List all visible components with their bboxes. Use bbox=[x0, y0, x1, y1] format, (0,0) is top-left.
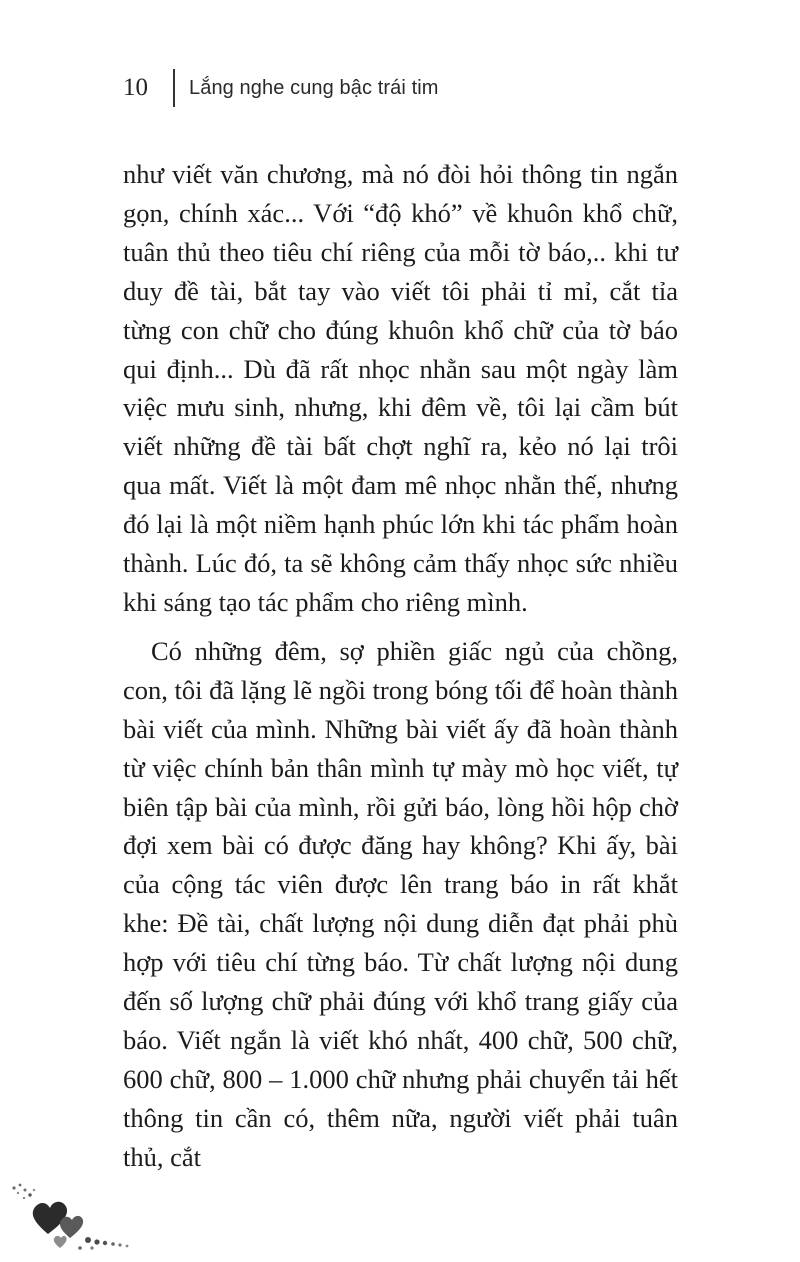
book-title: Lắng nghe cung bậc trái tim bbox=[189, 76, 439, 99]
paragraph-continued: như viết văn chương, mà nó đòi hỏi thông tin ngắn gọn, chính xác... Với “độ khó” về khuôn khổ chữ, tuân thủ theo tiêu chí riêng của mỗi tờ báo,.. khi tư duy đề tài, bắt tay vào viết tôi phải tỉ mỉ, cắt tỉa từng con chữ cho đúng khuôn khổ chữ của tờ báo qui định... Dù đã rất nhọc nhằn sau một ngày làm việc mưu sinh, nhưng, khi đêm về, tôi lại cầm bút viết những đề tài bất chợt nghĩ ra, kẻo nó lại trôi qua mất. Viết là một đam mê nhọc nhằn thế, nhưng đó lại là một niềm hạnh phúc lớn khi tác phẩm hoàn thành. Lúc đó, ta sẽ không cảm thấy nhọc sức nhiều khi sáng tạo tác phẩm cho riêng mình. bbox=[123, 159, 678, 617]
paragraph: Có những đêm, sợ phiền giấc ngủ của chồng, con, tôi đã lặng lẽ ngồi trong bóng tối để hoàn thành bài viết của mình. Những bài viết ấy đã hoàn thành từ việc chính bản thân mình tự mày mò học viết, tự biên tập bài của mình, rồi gửi báo, lòng hồi hộp chờ đợi xem bài có được đăng hay không? Khi ấy, bài của cộng tác viên được lên trang báo in rất khắt khe: Đề tài, chất lượng nội dung diễn đạt phải phù hợp với tiêu chí từng báo. Từ chất lượng nội dung đến số lượng chữ phải đúng với khổ trang giấy của báo. Viết ngắn là viết khó nhất, 400 chữ, 500 chữ, 600 chữ, 800 – 1.000 chữ nhưng phải chuyển tải hết thông tin cần có, thêm nữa, người viết phải tuân thủ, cắt bbox=[123, 635, 678, 1172]
header-divider bbox=[173, 69, 175, 107]
body-text bbox=[123, 155, 678, 1177]
running-header bbox=[123, 68, 439, 108]
hearts-trail-icon bbox=[0, 1168, 140, 1258]
page-number: 10 bbox=[123, 74, 148, 101]
